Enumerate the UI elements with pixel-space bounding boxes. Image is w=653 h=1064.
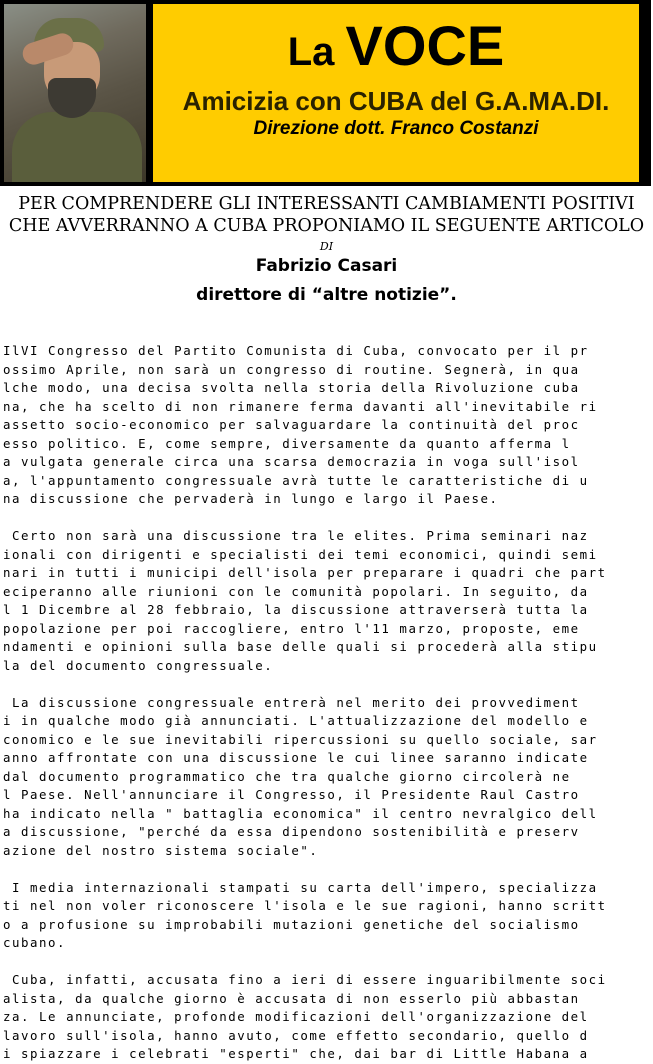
article-line: ndamenti e opinioni sulla base delle quali si procederà alla stipu — [3, 639, 598, 654]
article-line: i in qualche modo già annunciati. L'attualizzazione del modello e — [3, 713, 589, 728]
article-line: nari in tutti i municipi dell'isola per preparare i quadri che part — [3, 565, 607, 580]
article-line: ionali con dirigenti e specialisti dei temi economici, quindi semi — [3, 546, 598, 562]
paragraph-gap — [3, 953, 651, 972]
author-name: Fabrizio Casari — [255, 256, 398, 276]
article-line: l 1 Dicembre al 28 febbraio, la discussione attraverserà tutta la — [3, 602, 589, 617]
article-line: a discussione, "perché da essa dipendono sostenibilità e preserv — [3, 824, 580, 839]
article-body — [3, 342, 651, 1064]
article-line: ti nel non voler riconoscere l'isola e le sue ragioni, hanno scritt — [3, 898, 607, 913]
article-line: Certo non sarà una discussione tra le elites. Prima seminari naz — [3, 528, 589, 543]
article-line: cubano. — [3, 935, 67, 950]
article-line: na discussione che pervaderà in lungo e largo il Paese. — [3, 491, 499, 506]
article-line: l Paese. Nell'annunciare il Congresso, il Presidente Raul Castro — [3, 787, 580, 802]
article-line: conomico e le sue inevitabili ripercussioni su quello sociale, sar — [3, 731, 598, 747]
article-line: la del documento congressuale. — [3, 657, 274, 673]
portrait-photo — [4, 4, 146, 182]
article-line: esso politico. E, come sempre, diversamente da quanto afferma l — [3, 435, 571, 451]
article-line: lche modo, una decisa svolta nella storia della Rivoluzione cuba — [3, 380, 580, 395]
article-line: I media internazionali stampati su carta dell'impero, specializza — [3, 879, 598, 895]
article-line: o a profusione su improbabili mutazioni genetiche del socialismo — [3, 916, 580, 932]
article-line: alista, da qualche giorno è accusata di non esserlo più abbastan — [3, 990, 580, 1006]
title-main: VOCE — [345, 14, 505, 77]
article-line: La discussione congressuale entrerà nel merito dei provvediment — [3, 694, 580, 710]
subtitle: Amicizia con CUBA del G.A.MA.DI. — [182, 86, 610, 116]
headline-line-2: CHE AVVERRANNO A CUBA PROPONIAMO IL SEGUENTE ARTICOLO — [8, 216, 645, 236]
by-label: DI — [319, 240, 334, 253]
article-line: a vulgata generale circa una scarsa democrazia in voga sull'isol — [3, 454, 580, 469]
article-line: assetto socio-economico per salvaguardare la continuità del proc — [3, 417, 580, 432]
article-line: IlVI Congresso del Partito Comunista di Cuba, convocato per il pr — [3, 343, 589, 358]
author-role: direttore di “altre notizie”. — [196, 285, 457, 305]
article-line: eciperanno alle riunioni con le comunità popolari. In seguito, da — [3, 583, 589, 599]
masthead — [0, 0, 651, 186]
newsletter-title — [153, 14, 639, 93]
article-line: dal documento programmatico che tra qualche giorno circolerà ne — [3, 768, 571, 784]
article-line: popolazione per poi raccogliere, entro l'11 marzo, proposte, eme — [3, 620, 580, 636]
article-line: a, l'appuntamento congressuale avrà tutte le caratteristiche di u — [3, 472, 589, 488]
title-prefix: La — [287, 30, 346, 74]
article-line: i spiazzare i celebrati "esperti" che, dai bar di Little Habana a — [3, 1046, 589, 1061]
article-line: anno affrontate con una discussione le cui linee saranno indicate — [3, 750, 589, 765]
article-line: ha indicato nella " battaglia economica" il centro nevralgico dell — [3, 805, 598, 821]
paragraph-gap — [3, 860, 651, 879]
headline-line-1: PER COMPRENDERE GLI INTERESSANTI CAMBIAMENTI POSITIVI — [18, 194, 635, 214]
paragraph-gap — [3, 675, 651, 694]
article-line: azione del nostro sistema sociale". — [3, 842, 319, 858]
article-line: lavoro sull'isola, hanno avuto, come effetto secondario, quello d — [3, 1027, 589, 1043]
article-line: Cuba, infatti, accusata fino a ieri di essere inguaribilmente soci — [3, 972, 607, 987]
article-line: na, che ha scelto di non rimanere ferma davanti all'inevitabile ri — [3, 398, 598, 414]
article-line: za. Le annunciate, profonde modificazioni dell'organizzazione del — [3, 1009, 589, 1024]
direction-line: Direzione dott. Franco Costanzi — [253, 118, 539, 139]
title-banner — [153, 4, 639, 182]
paragraph-gap — [3, 509, 651, 528]
article-line: ossimo Aprile, non sarà un congresso di routine. Segnerà, in qua — [3, 361, 580, 377]
